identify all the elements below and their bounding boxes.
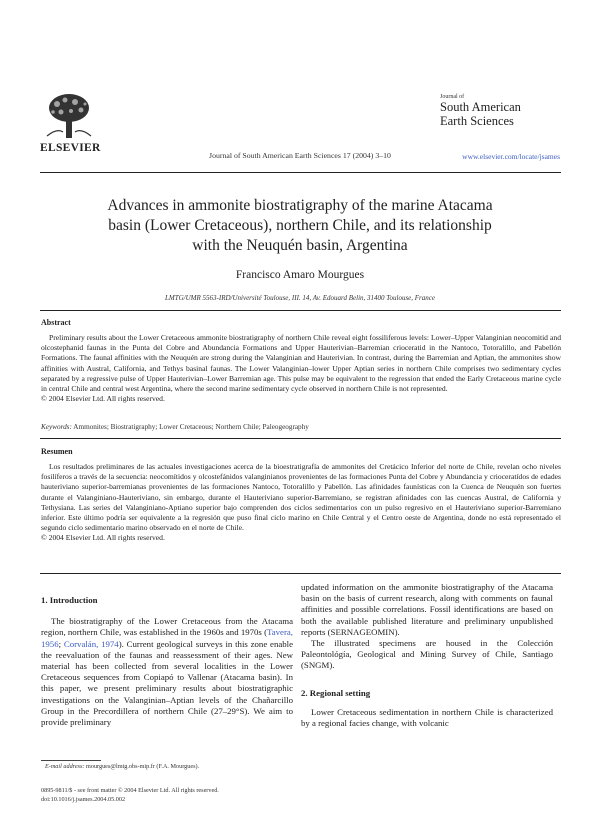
continued-paragraph: updated information on the ammonite biostratigraphy of the Atacama basin on the basis of current research, along with comments on faunal affinities and possible correlations. Fossil identifications are based on both the available published literature and preliminary unpublished reports (SERNAGEOMIN). bbox=[301, 582, 553, 637]
keywords-list: Ammonites; Biostratigraphy; Lower Cretaceous; Northern Chile; Paleogeography bbox=[73, 423, 309, 431]
abstract-text: Preliminary results about the Lower Cretaceous ammonite biostratigraphy of northern Chile reveal eight fossiliferous levels: Lower–Upper Valanginian neocomitid and olcostephanid faunas in the Punta del Cobre and Abundancia Formations and Upper Hauterivian–Barremian crioceratid in the Nantoco, Totoralillo, and Pabellón Formations. The faunal affinities with the Neuquén are strong during the Valanginian and Hauterivian. In contrast, during the Barremian and Aptian, the ammonites show affinities with Austral, California, and Tethys basinal faunas. The Lower Valanginian–lower Upper Aptian series in northern Chile comprises two sedimentary cycles separated by a regressive pulse of Upper Hauterivian–Lower Barremian age. This pulse may be equivalent to the regression that ended the Early Cretaceous marine cycle in central Chile and central west Argentina, where the second marine sedimentary cycle observed in northern Chile is not represented. bbox=[41, 333, 561, 394]
ref-corvalan-link[interactable]: Corvalán, 1974 bbox=[63, 638, 119, 649]
resumen-copyright: © 2004 Elsevier Ltd. All rights reserved. bbox=[41, 533, 165, 543]
elsevier-tree-icon bbox=[43, 92, 95, 140]
journal-url-link[interactable]: www.elsevier.com/locate/jsames bbox=[462, 152, 560, 161]
author-affiliation: LMTG/UMR 5563-IRD/Université Toulouse, III. 14, Av. Edouard Belin, 31400 Toulouse, France bbox=[165, 294, 435, 302]
abstract-section bbox=[41, 333, 561, 404]
body-divider bbox=[40, 573, 561, 574]
regional-setting-paragraph: Lower Cretaceous sedimentation in northern Chile is characterized by a regional facies change, with volcanic bbox=[301, 706, 553, 729]
journal-citation: Journal of South American Earth Sciences 17 (2004) 3–10 bbox=[209, 151, 391, 160]
issn-line: 0895-9811/$ - see front matter © 2004 Elsevier Ltd. All rights reserved. bbox=[41, 787, 219, 794]
keywords-label: Keywords: bbox=[41, 423, 72, 431]
introduction-heading: 1. Introduction bbox=[41, 595, 98, 605]
title-line-1: Advances in ammonite biostratigraphy of the marine Atacama bbox=[107, 197, 493, 214]
intro-ref-separator: ; bbox=[58, 638, 64, 649]
resumen-heading: Resumen bbox=[41, 447, 73, 456]
intro-text-a: The biostratigraphy of the Lower Cretaceous from the Atacama region, northern Chile, was established in the 1960s and 1970s ( bbox=[41, 616, 293, 638]
resumen-divider bbox=[40, 438, 561, 439]
header-divider bbox=[40, 172, 561, 173]
doi-line: doi:10.1016/j.jsames.2004.05.002 bbox=[41, 796, 126, 803]
intro-text-b: ). Current geological surveys in this zone enable the reevaluation of the faunas and reassessment of their ages. New material has been collected from several localities in the Lower Cretaceous sequences from Copiapó to Vallenar (Atacama basin). In this paper, we present preliminary results about biostratigraphic investigations on the Valanginian–Aptian levels of the Chañarcillo Group in the Precordillera of northern Chile (27–29°S). We aim to provide preliminary bbox=[41, 638, 293, 728]
title-line-3: with the Neuquén basin, Argentina bbox=[192, 237, 408, 254]
email-label: E-mail address: bbox=[45, 763, 85, 770]
author-email-footnote bbox=[45, 763, 199, 770]
journal-title-line-1: South American bbox=[440, 100, 521, 114]
author-name: Francisco Amaro Mourgues bbox=[235, 269, 365, 281]
introduction-paragraph bbox=[41, 616, 293, 728]
author-email-link[interactable]: mourgues@lmtg.obs-mip.fr (F.A. Mourgues). bbox=[86, 763, 200, 770]
journal-title-line-2: Earth Sciences bbox=[440, 114, 514, 128]
title-line-2: basin (Lower Cretaceous), northern Chile, and its relationship bbox=[108, 217, 492, 234]
elsevier-logo bbox=[40, 92, 102, 156]
ref-tavera-link[interactable]: Tavera, 1956 bbox=[41, 627, 293, 649]
keywords bbox=[41, 423, 309, 431]
left-column bbox=[41, 590, 293, 728]
resumen-section bbox=[41, 462, 561, 544]
right-column bbox=[301, 582, 553, 729]
abstract-heading: Abstract bbox=[41, 318, 71, 327]
regional-setting-heading: 2. Regional setting bbox=[301, 687, 371, 698]
specimens-paragraph: The illustrated specimens are housed in the Colección Paleontológía, Geological and Mining Survey of Chile, Santiago (SNGM). bbox=[301, 638, 553, 671]
publisher-name: ELSEVIER bbox=[40, 142, 101, 154]
footnote-divider bbox=[41, 760, 101, 761]
journal-brand bbox=[430, 94, 560, 128]
journal-header bbox=[40, 92, 560, 162]
imprint bbox=[41, 786, 219, 804]
abstract-copyright: © 2004 Elsevier Ltd. All rights reserved. bbox=[41, 394, 165, 404]
resumen-text: Los resultados preliminares de las actuales investigaciones acerca de la bioestratigrafía de ammonites del Cretácico Inferior del norte de Chile, revelan ocho niveles fosilíferos a través de la secuencia: neocomítidos y olcostefánidos valanginianos provenientes de las formaciones Punta del Cobre y Abundancia y crioceratídos de edades hauteriviano superior-barremianas provenientes de las formaciones Nantoco, Totoralillo y Pabellón. Las afinidades faunísticas con la Cuenca de Neuquén son fuertes durante el Valanginiano-Hauteriviano, sin embargo, durante el Hauteriviano superior-Barremiano, se registran afinidades con las cuencas Austral, de California y Tethysiana. Las series del Valanginiano-Aptiano superior bajo comprenden dos ciclos sedimentarios con un pulso regresivo en el Hauteriviano superior-Barremiano inferior. Este último podría ser equivalente a la regresión que puso final ciclo marino en Chile Central y el Centro oeste de Argentina, donde no está representado el segundo ciclo sedimentario marino observado en el norte de Chile. bbox=[41, 462, 561, 533]
journal-of-label: Journal of bbox=[440, 94, 465, 100]
abstract-divider bbox=[40, 310, 561, 311]
article-title bbox=[50, 196, 550, 256]
